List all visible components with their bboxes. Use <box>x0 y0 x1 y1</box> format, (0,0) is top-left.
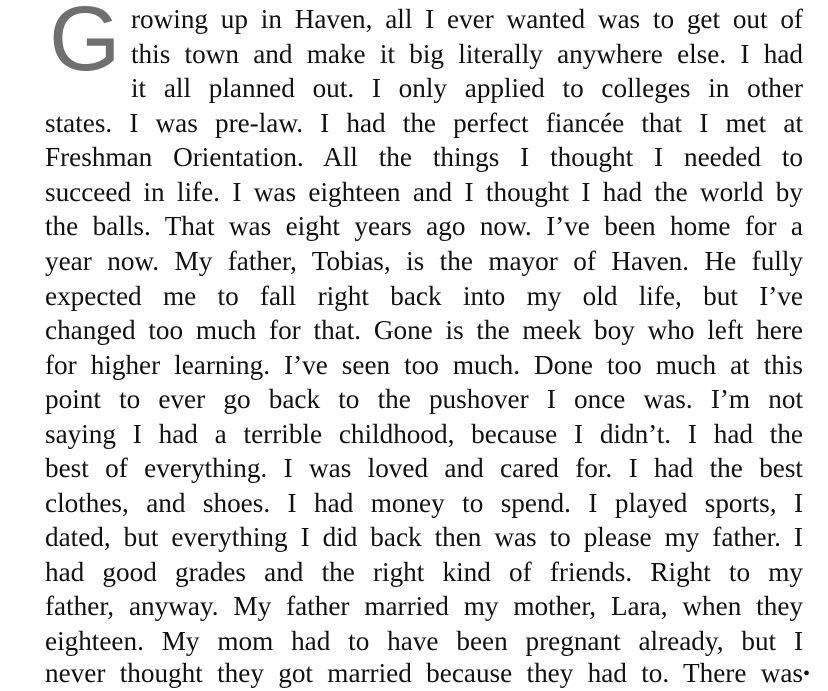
text-line: best of everything. I was loved and cared for. I had the best <box>45 453 803 483</box>
text-line: Freshman Orientation. All the things I thought I needed to <box>45 142 803 172</box>
text-line: for higher learning. I’ve seen too much. Done too much at this <box>45 350 803 380</box>
text-line: the balls. That was eight years ago now. I’ve been home for a <box>45 211 803 241</box>
text-line: year now. My father, Tobias, is the mayor of Haven. He fully <box>45 246 803 276</box>
text-line: this town and make it big literally anywhere else. I had <box>131 39 803 69</box>
text-line: succeed in life. I was eighteen and I thought I had the world by <box>45 177 803 207</box>
text-line: never thought they got married because they had to. There was <box>45 658 803 688</box>
text-line: saying I had a terrible childhood, because I didn’t. I had the <box>45 419 803 449</box>
text-line: states. I was pre-law. I had the perfect fiancée that I met at <box>45 108 803 138</box>
text-line: expected me to fall right back into my old life, but I’ve <box>45 281 803 311</box>
text-line: eighteen. My mom had to have been pregnant already, but I <box>45 626 803 656</box>
text-line: changed too much for that. Gone is the meek boy who left here <box>45 315 803 345</box>
text-line: rowing up in Haven, all I ever wanted was to get out of <box>131 4 803 34</box>
text-line: father, anyway. My father married my mother, Lara, when they <box>45 591 803 621</box>
drop-cap-letter: G <box>49 0 121 90</box>
text-line: it all planned out. I only applied to colleges in other <box>131 73 803 103</box>
text-line: had good grades and the right kind of friends. Right to my <box>45 557 803 587</box>
text-line: dated, but everything I did back then was to please my father. I <box>45 522 803 552</box>
text-line: clothes, and shoes. I had money to spend. I played sports, I <box>45 488 803 518</box>
continuation-bullet: • <box>803 663 811 685</box>
text-line: point to ever go back to the pushover I once was. I’m not <box>45 384 803 414</box>
body-text <box>45 0 803 691</box>
